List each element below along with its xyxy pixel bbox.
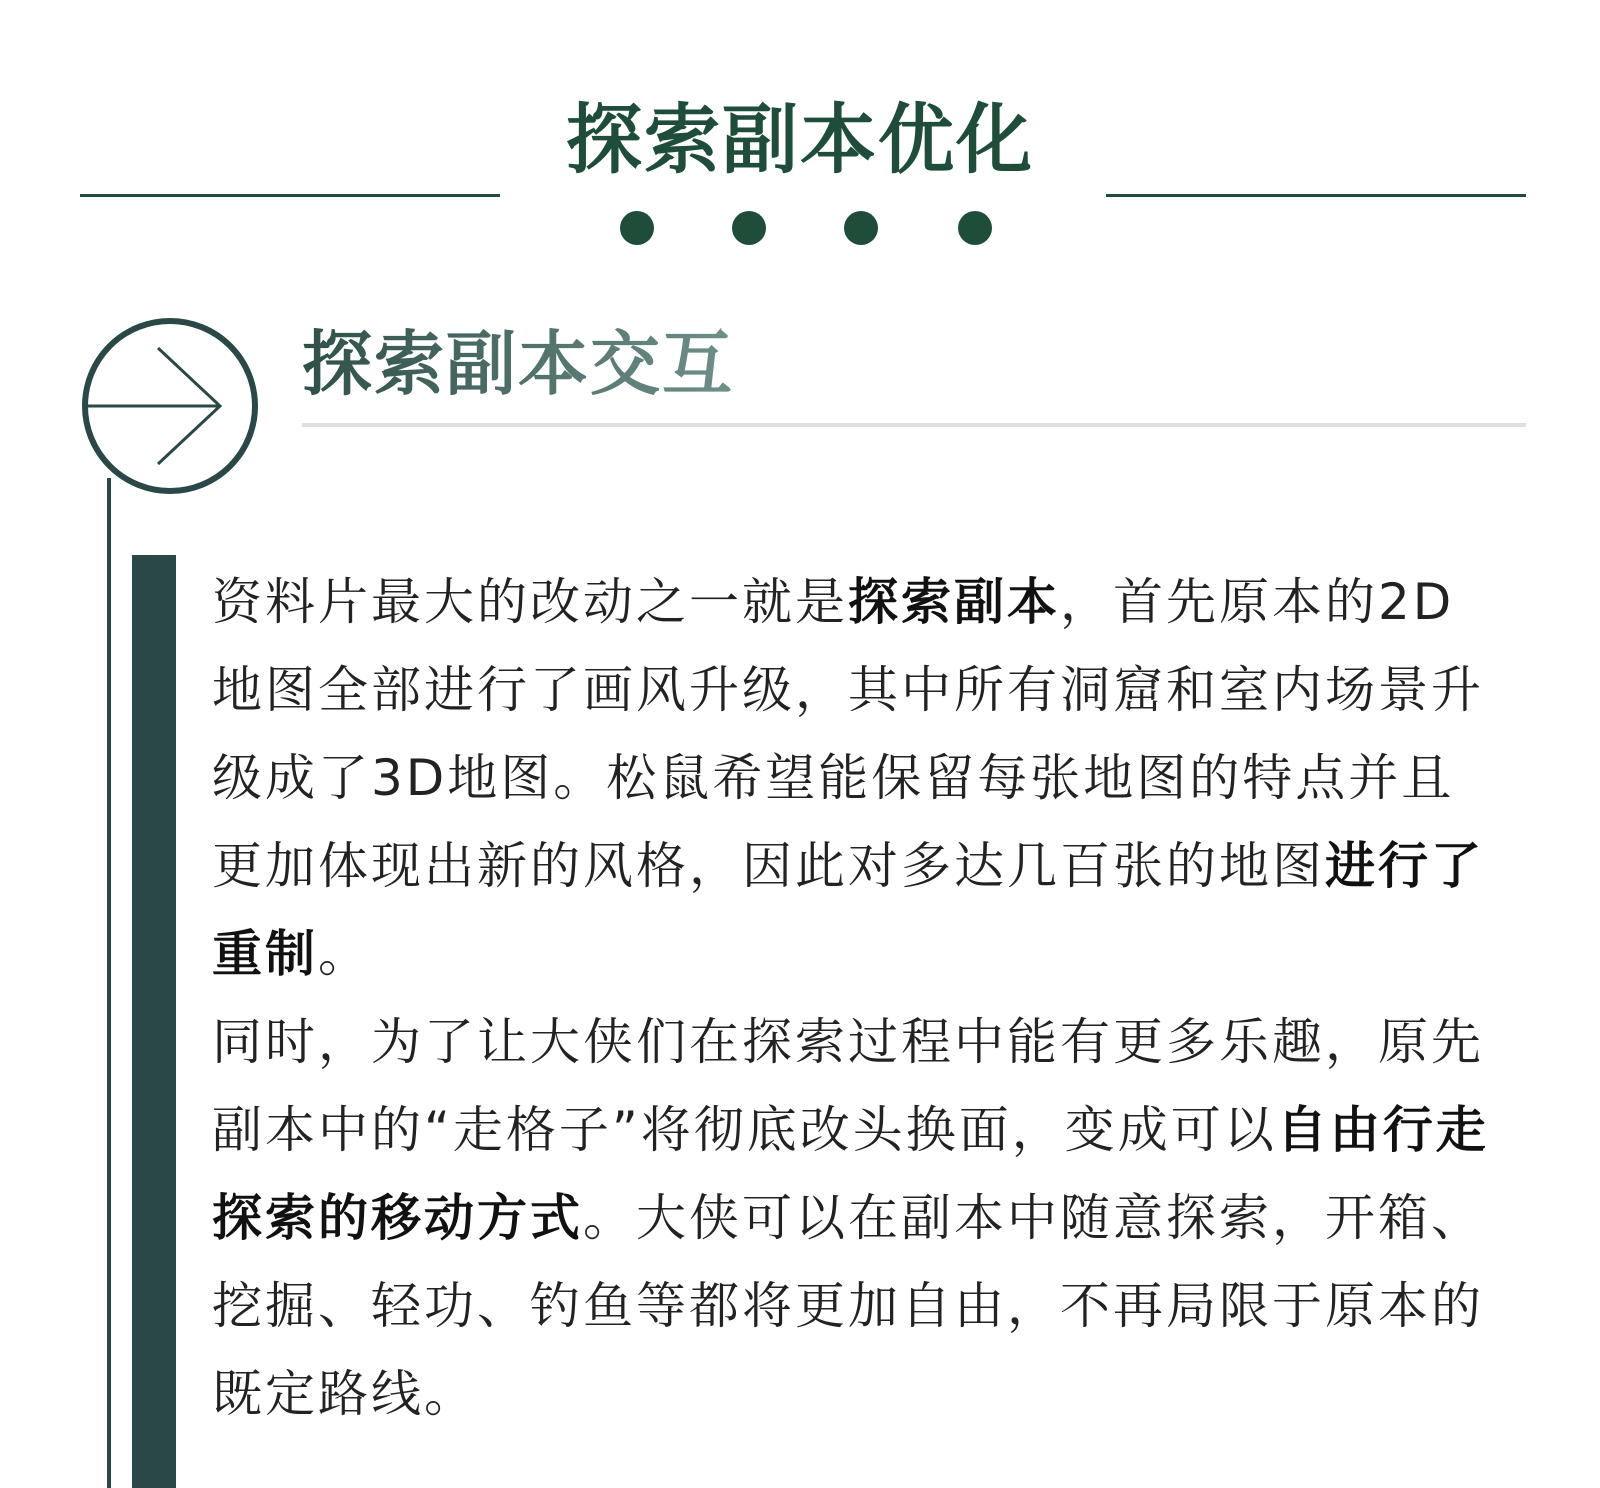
accent-bar bbox=[132, 555, 176, 1488]
p2-text-1: 同时，为了让大侠们在探索过程中能有更多乐趣，原先副本中的“走格子”将彻底改头换面，变成可以 bbox=[212, 1013, 1484, 1159]
p2-text-2: 。大侠可以在副本中随意探索，开箱、挖掘、轻功、钓鱼等都将更加自由，不再局限于原本的既定路线。 bbox=[212, 1189, 1484, 1423]
dot-3 bbox=[844, 211, 878, 245]
paragraph-1 bbox=[212, 558, 1502, 998]
p1-bold-1: 探索副本 bbox=[848, 573, 1060, 631]
section-divider bbox=[302, 423, 1526, 427]
body-text bbox=[212, 558, 1502, 1438]
p2-bold-1: 自由行走探索的移动方式 bbox=[212, 1101, 1489, 1247]
dot-1 bbox=[620, 211, 654, 245]
p1-text-3: 。 bbox=[318, 925, 371, 983]
p1-bold-2: 进行了重制 bbox=[212, 837, 1484, 983]
p1-text-2: ，首先原本的2D地图全部进行了画风升级，其中所有洞窟和室内场景升级成了3D地图。松鼠希望能保留每张地图的特点并且更加体现出新的风格，因此对多达几百张的地图 bbox=[212, 573, 1484, 895]
p1-text-1: 资料片最大的改动之一就是 bbox=[212, 573, 848, 631]
title-divider-right bbox=[1106, 194, 1526, 197]
title-dots bbox=[620, 211, 992, 245]
dot-4 bbox=[958, 211, 992, 245]
arrow-circle-icon bbox=[80, 316, 260, 496]
timeline-line bbox=[107, 478, 111, 1488]
section-title: 探索副本交互 bbox=[302, 323, 734, 405]
page-title: 探索副本优化 bbox=[566, 95, 1034, 184]
title-divider-left bbox=[80, 194, 500, 197]
dot-2 bbox=[732, 211, 766, 245]
paragraph-2 bbox=[212, 998, 1502, 1438]
